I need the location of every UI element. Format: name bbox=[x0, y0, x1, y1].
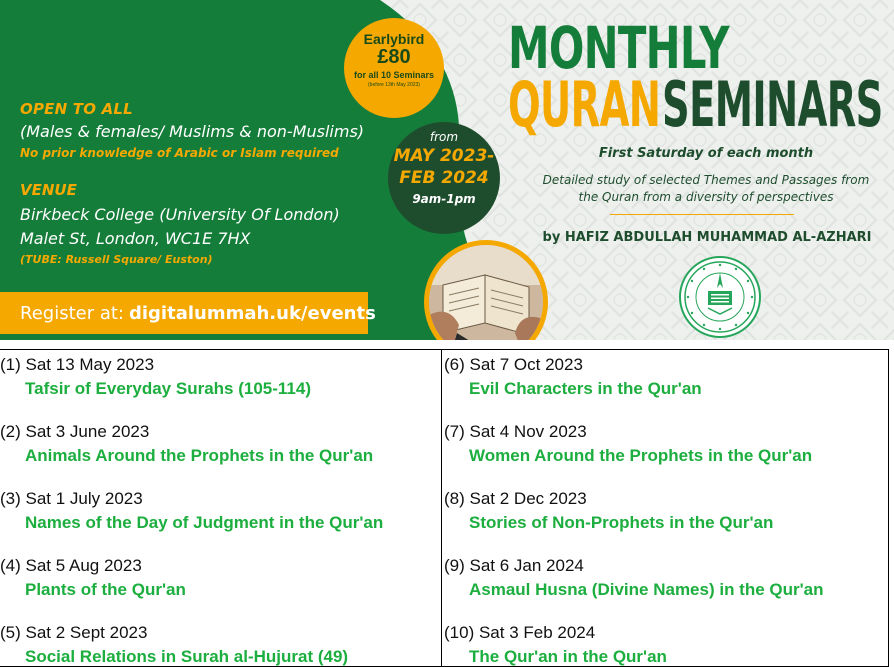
register-bar bbox=[0, 292, 376, 334]
open-to-all-heading: OPEN TO ALL bbox=[20, 100, 133, 118]
title-divider bbox=[610, 214, 794, 215]
session-5 bbox=[0, 623, 348, 667]
session-date: (9) Sat 6 Jan 2024 bbox=[444, 556, 584, 575]
session-topic: Stories of Non-Prophets in the Qur'an bbox=[469, 513, 774, 532]
tube-note: (TUBE: Russell Square/ Euston) bbox=[20, 253, 213, 266]
schedule-subtitle: First Saturday of each month bbox=[598, 146, 814, 161]
audience-text: (Males & females/ Muslims & non-Muslims) bbox=[20, 122, 365, 141]
session-date: (2) Sat 3 June 2023 bbox=[0, 422, 150, 441]
earlybird-price: £80 bbox=[377, 46, 411, 68]
earlybird-deadline: (before 13th May 2023) bbox=[368, 82, 420, 88]
earlybird-scope: for all 10 Seminars bbox=[353, 70, 435, 80]
session-3 bbox=[0, 489, 383, 533]
seminar-schedule-table bbox=[0, 349, 889, 667]
session-date: (8) Sat 2 Dec 2023 bbox=[444, 489, 587, 508]
title-quran: QURAN bbox=[508, 68, 661, 141]
session-10 bbox=[444, 623, 667, 667]
session-topic: Names of the Day of Judgment in the Qur'an bbox=[25, 513, 384, 532]
title-seminars: SEMINARS bbox=[662, 68, 883, 141]
dates-start: MAY 2023- bbox=[393, 146, 495, 166]
session-2 bbox=[0, 422, 373, 466]
session-topic: Asmaul Husna (Divine Names) in the Qur'an bbox=[469, 580, 824, 599]
session-date: (1) Sat 13 May 2023 bbox=[0, 355, 155, 374]
dates-from-label: from bbox=[429, 130, 459, 144]
venue-name: Birkbeck College (University Of London) bbox=[20, 205, 340, 224]
column-divider bbox=[441, 350, 442, 666]
session-topic: Plants of the Qur'an bbox=[25, 580, 186, 599]
description-line1: Detailed study of selected Themes and Passages from bbox=[542, 173, 870, 187]
venue-address: Malet St, London, WC1E 7HX bbox=[20, 229, 251, 248]
dates-end: FEB 2024 bbox=[399, 168, 489, 188]
seal-icon bbox=[681, 258, 759, 336]
register-label: Register at: bbox=[20, 302, 124, 324]
session-4 bbox=[0, 556, 186, 600]
earlybird-label: Earlybird bbox=[363, 31, 425, 47]
session-date: (3) Sat 1 July 2023 bbox=[0, 489, 143, 508]
session-topic: Evil Characters in the Qur'an bbox=[469, 379, 702, 398]
session-date: (10) Sat 3 Feb 2024 bbox=[444, 623, 596, 642]
session-topic: Animals Around the Prophets in the Qur'an bbox=[25, 446, 374, 465]
session-topic: Women Around the Prophets in the Qur'an bbox=[469, 446, 813, 465]
description-line2: the Quran from a diversity of perspectives bbox=[578, 190, 834, 204]
session-9 bbox=[444, 556, 824, 600]
earlybird-badge bbox=[344, 18, 444, 118]
session-topic: Social Relations in Surah al-Hujurat (49) bbox=[25, 647, 349, 666]
session-date: (7) Sat 4 Nov 2023 bbox=[444, 422, 587, 441]
title-monthly: MONTHLY bbox=[508, 14, 729, 82]
session-8 bbox=[444, 489, 773, 533]
session-6 bbox=[444, 355, 702, 399]
open-book-icon bbox=[429, 245, 543, 340]
venue-heading: VENUE bbox=[20, 181, 77, 199]
session-topic: Tafsir of Everyday Surahs (105-114) bbox=[25, 379, 311, 398]
session-7 bbox=[444, 422, 812, 466]
quran-study-group-logo bbox=[679, 256, 761, 338]
session-date: (5) Sat 2 Sept 2023 bbox=[0, 623, 148, 642]
session-date: (4) Sat 5 Aug 2023 bbox=[0, 556, 142, 575]
session-time: 9am-1pm bbox=[412, 192, 476, 206]
prerequisite-note: No prior knowledge of Arabic or Islam required bbox=[20, 146, 339, 160]
session-date: (6) Sat 7 Oct 2023 bbox=[444, 355, 583, 374]
dates-badge bbox=[388, 122, 500, 234]
session-1 bbox=[0, 355, 311, 399]
session-topic: The Qur'an in the Qur'an bbox=[469, 647, 667, 666]
speaker-byline: by HAFIZ ABDULLAH MUHAMMAD AL-AZHARI bbox=[542, 230, 872, 245]
register-link[interactable]: digitalummah.uk/events bbox=[128, 302, 376, 324]
